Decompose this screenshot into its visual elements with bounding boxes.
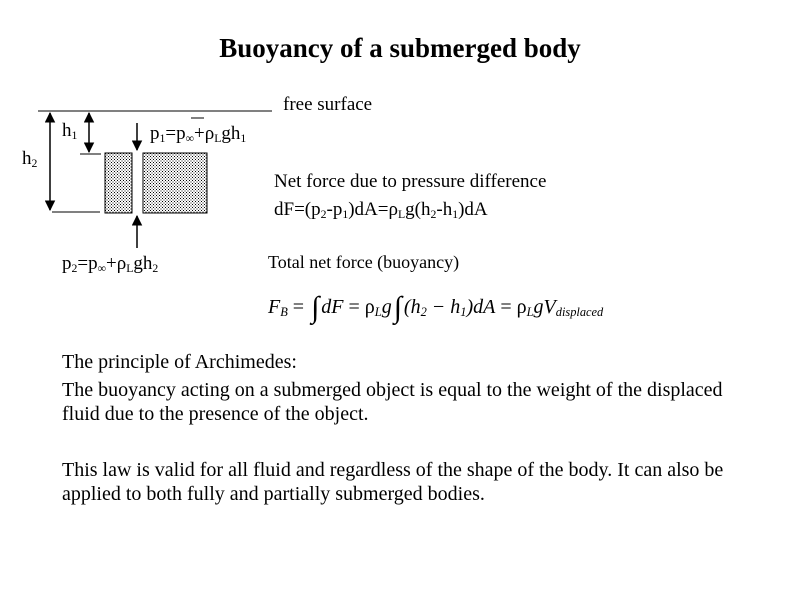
integral-sign: ∫ — [311, 291, 320, 324]
body-block — [143, 153, 207, 213]
p1-formula: $p_1=p_\infty+\rho_Lgh_1$ — [150, 123, 247, 145]
page-title: Buoyancy of a submerged body — [219, 33, 581, 63]
h2-label: $h_2$ — [22, 148, 38, 170]
integral-sign: ∫ — [393, 291, 402, 324]
net-force-heading: Net force due to pressure difference — [274, 171, 547, 192]
p2-formula: $p_2=p_\infty+\rho_Lgh_2$ — [62, 253, 159, 275]
archimedes-heading: The principle of Archimedes: — [62, 351, 297, 373]
buoyancy-equation: $F_B$ = ∫ dF = $\rho_Lg\int$ $(h_2 - h_1)dA = \rho_LgV_{displaced}$ — [268, 291, 604, 324]
h1-label: $h_1$ — [62, 120, 78, 142]
total-force-heading: Total net force (buoyancy) — [268, 252, 460, 272]
law-text: This law is valid for all fluid and regardless of the shape of the body. It can also be applied to both fully and partially submerged bodies. — [62, 459, 724, 505]
archimedes-text: The buoyancy acting on a submerged object is equal to the weight of the displaced fluid due to the presence of the object. — [62, 379, 723, 425]
net-force-equation: $dF=(p_2-p_1)dA=\rho_Lg(h_2-h_1)dA$ — [274, 199, 488, 221]
free-surface-label: free surface — [283, 94, 373, 115]
body-strip — [105, 153, 132, 213]
